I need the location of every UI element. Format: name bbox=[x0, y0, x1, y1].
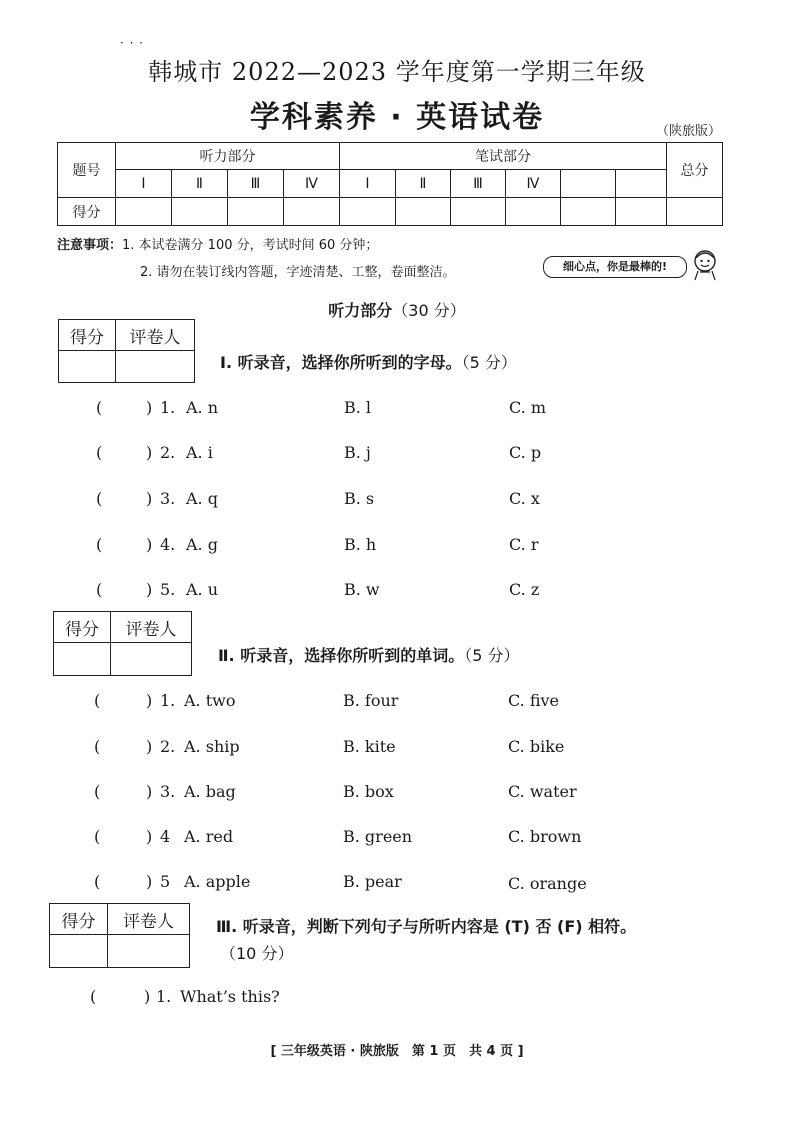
option-b: B. s bbox=[344, 489, 375, 508]
total-header: 总分 bbox=[667, 143, 723, 198]
listening-col: Ⅲ bbox=[228, 170, 284, 198]
option-a: A. u bbox=[186, 580, 219, 599]
grader-score-label: 得分 bbox=[59, 320, 116, 351]
listening-header: 听力部分 bbox=[116, 143, 340, 170]
encouragement-badge: 细心点，你是最棒的! bbox=[543, 256, 687, 278]
grader-box bbox=[58, 319, 195, 383]
answer-paren-open[interactable]: ( bbox=[96, 580, 103, 599]
answer-paren-open[interactable]: ( bbox=[94, 827, 101, 846]
answer-paren-open[interactable]: ( bbox=[90, 987, 97, 1006]
option-b: B. kite bbox=[343, 737, 396, 756]
part2-title: Ⅱ. 听录音，选择你所听到的单词。 bbox=[218, 646, 465, 665]
answer-paren-close[interactable]: ) bbox=[146, 489, 153, 508]
notes-line-1 bbox=[57, 234, 378, 253]
option-a: A. q bbox=[186, 489, 218, 508]
score-cell[interactable] bbox=[340, 198, 396, 226]
notes-text-1: 1. 本试卷满分 100 分，考试时间 60 分钟； bbox=[122, 238, 379, 253]
part1-title: Ⅰ. 听录音，选择你所听到的字母。 bbox=[220, 353, 462, 372]
option-b: B. j bbox=[344, 443, 371, 462]
option-c: C. five bbox=[508, 691, 560, 710]
grader-name-label: 评卷人 bbox=[111, 612, 192, 643]
grader-score-label: 得分 bbox=[50, 904, 108, 935]
option-c: C. z bbox=[509, 580, 540, 599]
writing-col: Ⅳ bbox=[506, 170, 561, 198]
question-number: 3. bbox=[160, 489, 176, 508]
edition-label: （陕旅版） bbox=[656, 124, 722, 139]
score-cell[interactable] bbox=[451, 198, 506, 226]
grader-name-cell[interactable] bbox=[111, 643, 192, 676]
corner-mark: · · · bbox=[120, 36, 145, 50]
answer-paren-close[interactable]: ) bbox=[146, 443, 153, 462]
answer-paren-close[interactable]: ) bbox=[146, 691, 153, 710]
score-cell[interactable] bbox=[228, 198, 284, 226]
option-a: A. i bbox=[186, 443, 213, 462]
question-number: 1. bbox=[156, 987, 172, 1006]
grader-name-label: 评卷人 bbox=[116, 320, 195, 351]
listening-col: Ⅱ bbox=[172, 170, 228, 198]
option-a: A. two bbox=[184, 691, 236, 710]
part2-points: （5 分） bbox=[464, 646, 520, 665]
question-number: 1. bbox=[160, 398, 176, 417]
answer-paren-close[interactable]: ) bbox=[146, 737, 153, 756]
option-a: A. ship bbox=[184, 737, 240, 756]
score-cell[interactable] bbox=[506, 198, 561, 226]
writing-col: Ⅲ bbox=[451, 170, 506, 198]
listening-points: （30 分） bbox=[392, 301, 466, 320]
question-number: 3. bbox=[160, 782, 176, 801]
option-b: B. green bbox=[343, 827, 413, 846]
grader-name-cell[interactable] bbox=[108, 935, 190, 968]
notes-text-2: 2. 请勿在装订线内答题，字迹清楚、工整，卷面整洁。 bbox=[140, 265, 456, 280]
option-c: C. m bbox=[509, 398, 547, 417]
answer-paren-open[interactable]: ( bbox=[96, 443, 103, 462]
row-label-score: 得分 bbox=[58, 198, 116, 226]
part3-points-line bbox=[220, 941, 293, 964]
option-a: A. bag bbox=[184, 782, 236, 801]
answer-paren-open[interactable]: ( bbox=[94, 691, 101, 710]
answer-paren-open[interactable]: ( bbox=[94, 737, 101, 756]
writing-col: Ⅰ bbox=[340, 170, 396, 198]
answer-paren-open[interactable]: ( bbox=[96, 535, 103, 554]
answer-paren-open[interactable]: ( bbox=[96, 398, 103, 417]
score-cell[interactable] bbox=[116, 198, 172, 226]
question-text: What’s this? bbox=[180, 987, 280, 1006]
question-number: 2. bbox=[160, 443, 176, 462]
option-b: B. pear bbox=[343, 872, 402, 891]
score-table bbox=[57, 142, 723, 226]
grader-box bbox=[53, 611, 192, 676]
option-b: B. w bbox=[344, 580, 380, 599]
exam-subtitle: 学科素养 · 英语试卷 bbox=[249, 100, 545, 135]
answer-paren-close[interactable]: ) bbox=[146, 782, 153, 801]
grader-score-cell[interactable] bbox=[54, 643, 111, 676]
option-c: C. brown bbox=[508, 827, 582, 846]
score-cell[interactable] bbox=[284, 198, 340, 226]
option-c: C. p bbox=[509, 443, 542, 462]
question-number: 5. bbox=[160, 580, 176, 599]
score-cell[interactable] bbox=[616, 198, 667, 226]
grader-box bbox=[49, 903, 190, 968]
part3-title: Ⅲ. 听录音，判断下列句子与所听内容是 (T) 否 (F) 相符。 bbox=[216, 917, 637, 936]
answer-paren-open[interactable]: ( bbox=[96, 489, 103, 508]
answer-paren-close[interactable]: ) bbox=[146, 580, 153, 599]
row-label-number: 题号 bbox=[58, 143, 116, 198]
writing-col: Ⅱ bbox=[396, 170, 451, 198]
score-cell[interactable] bbox=[561, 198, 616, 226]
grader-score-cell[interactable] bbox=[50, 935, 108, 968]
answer-paren-open[interactable]: ( bbox=[94, 872, 101, 891]
option-a: A. g bbox=[186, 535, 218, 554]
writing-header: 笔试部分 bbox=[340, 143, 667, 170]
part3-points: （10 分） bbox=[220, 944, 294, 963]
option-c: C. water bbox=[508, 782, 577, 801]
listening-col: Ⅰ bbox=[116, 170, 172, 198]
part2-heading bbox=[218, 643, 519, 666]
score-cell[interactable] bbox=[396, 198, 451, 226]
question-number: 4. bbox=[160, 535, 176, 554]
option-b: B. l bbox=[344, 398, 372, 417]
part1-points: （5 分） bbox=[461, 353, 517, 372]
grader-name-label: 评卷人 bbox=[108, 904, 190, 935]
option-b: B. four bbox=[343, 691, 399, 710]
option-c: C. x bbox=[509, 489, 540, 508]
cartoon-child-icon bbox=[688, 246, 722, 282]
listening-section-title bbox=[0, 298, 794, 321]
listening-col: Ⅳ bbox=[284, 170, 340, 198]
option-a: A. red bbox=[184, 827, 234, 846]
answer-paren-close[interactable]: ) bbox=[146, 398, 153, 417]
option-a: A. n bbox=[186, 398, 219, 417]
answer-paren-close[interactable]: ) bbox=[146, 872, 153, 891]
answer-paren-close[interactable]: ) bbox=[146, 535, 153, 554]
page-footer: [ 三年级英语 · 陕旅版 第 1 页 共 4 页 ] bbox=[270, 1044, 524, 1059]
option-b: B. box bbox=[343, 782, 394, 801]
option-c: C. bike bbox=[508, 737, 565, 756]
notes-label: 注意事项： bbox=[57, 238, 123, 253]
option-a: A. apple bbox=[184, 872, 251, 891]
listening-title-text: 听力部分 bbox=[328, 301, 393, 320]
score-cell[interactable] bbox=[172, 198, 228, 226]
grader-score-cell[interactable] bbox=[59, 351, 116, 383]
part1-heading bbox=[220, 350, 517, 373]
question-number: 1. bbox=[160, 691, 176, 710]
answer-paren-open[interactable]: ( bbox=[94, 782, 101, 801]
writing-col bbox=[561, 170, 616, 198]
answer-paren-close[interactable]: ) bbox=[144, 987, 151, 1006]
question-number: 2. bbox=[160, 737, 176, 756]
option-c: C. r bbox=[509, 535, 539, 554]
option-c: C. orange bbox=[508, 874, 587, 893]
answer-paren-close[interactable]: ) bbox=[146, 827, 153, 846]
grader-score-label: 得分 bbox=[54, 612, 111, 643]
grader-name-cell[interactable] bbox=[116, 351, 195, 383]
writing-col bbox=[616, 170, 667, 198]
option-b: B. h bbox=[344, 535, 377, 554]
total-score-cell[interactable] bbox=[667, 198, 723, 226]
question-number: 4 bbox=[160, 827, 171, 846]
question-number: 5 bbox=[160, 872, 171, 891]
exam-title: 韩城市 2022—2023 学年度第一学期三年级 bbox=[148, 58, 646, 86]
